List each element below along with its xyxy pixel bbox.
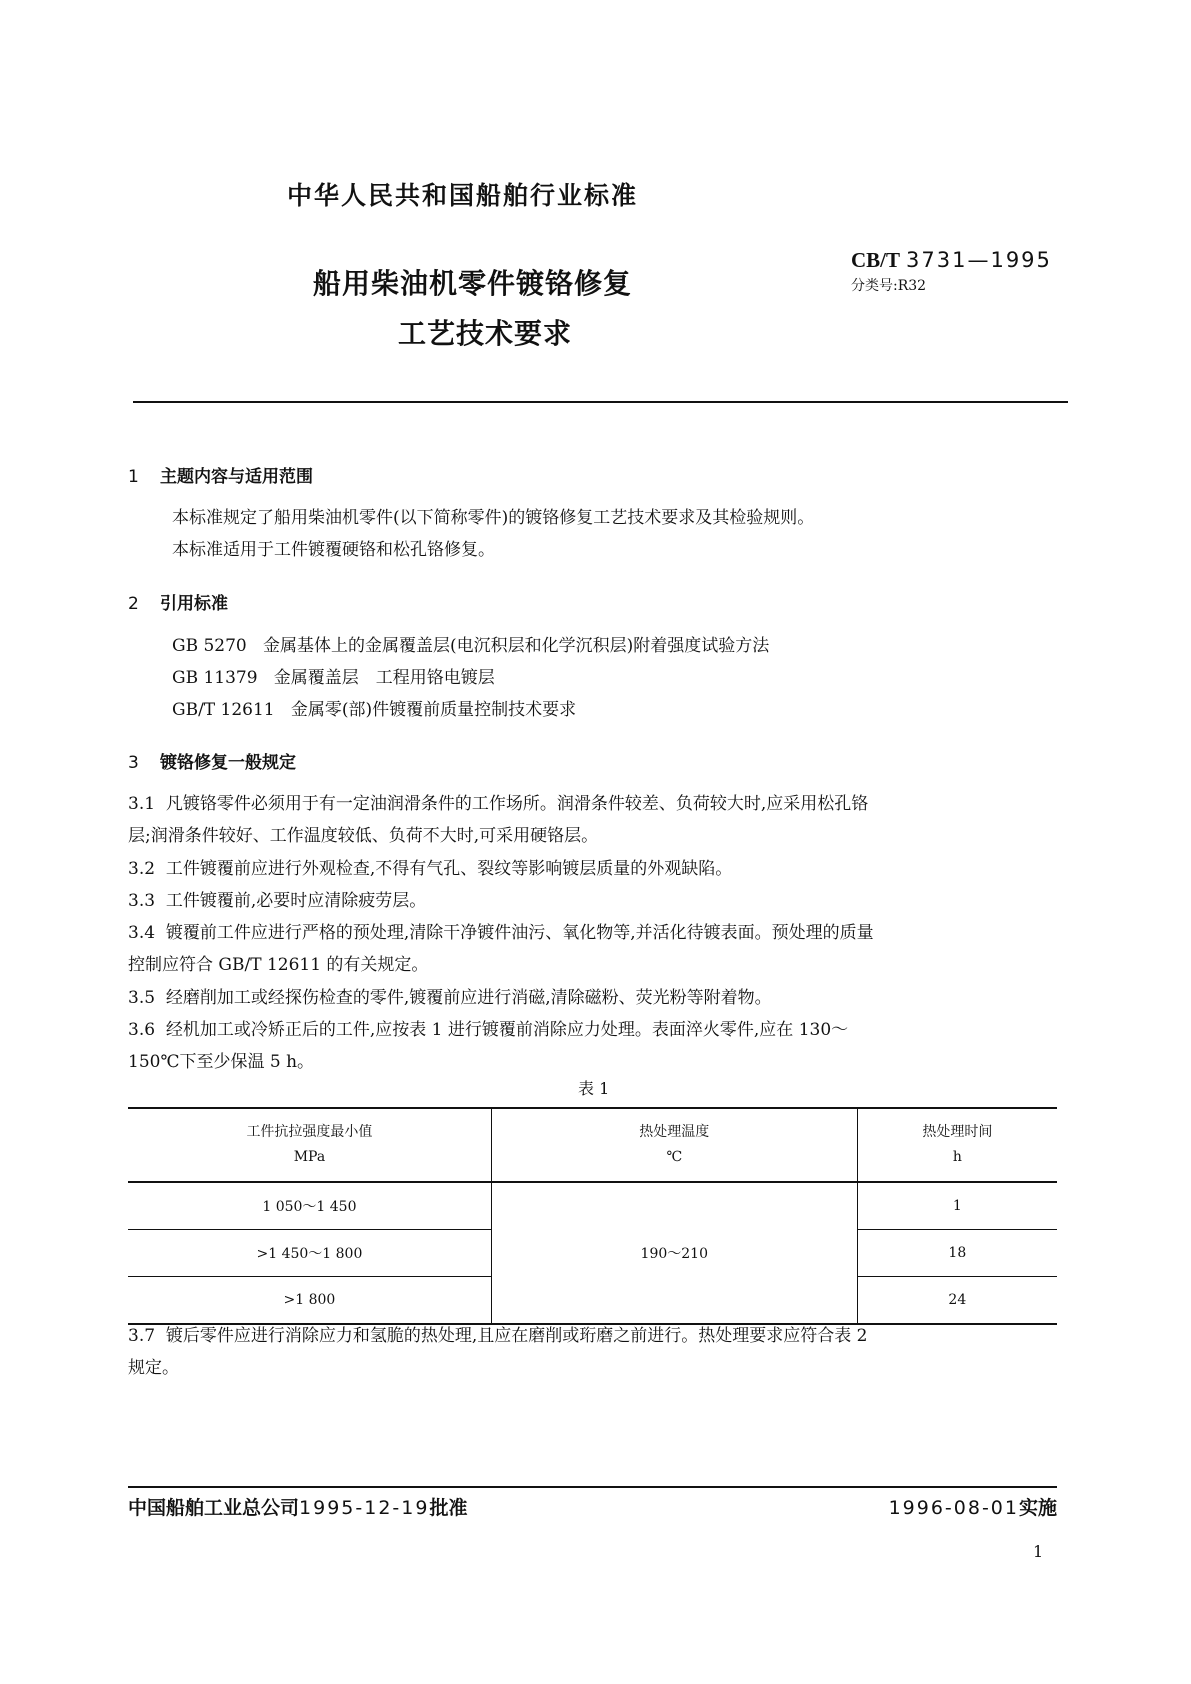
col-header-strength: 工件抗拉强度最小值 MPa: [128, 1108, 491, 1182]
approver: 中国船舶工业总公司: [128, 1497, 300, 1519]
standard-number: 3731—1995: [906, 248, 1052, 272]
clause-3-1: 3.1 凡镀铬零件必须用于有一定油润滑条件的工作场所。润滑条件较差、负荷较大时,应采用松孔铬 层;润滑条件较好、工作温度较低、负荷不大时,可采用硬铬层。: [128, 794, 869, 846]
doc-title-line2: 工艺技术要求: [398, 317, 573, 350]
table-1: [128, 1107, 1057, 1325]
cell-temperature: 190～210: [491, 1182, 857, 1324]
col-header-time: 热处理时间 h: [857, 1108, 1057, 1182]
approval-line: 中国船舶工业总公司1995-12-19批准: [128, 1497, 468, 1519]
org-title: 中华人民共和国船舶行业标准: [287, 181, 639, 210]
table-1-caption: 表 1: [578, 1079, 610, 1098]
section-1-paragraph-1: 本标准规定了船用柴油机零件(以下简称零件)的镀铬修复工艺技术要求及其检验规则。: [172, 508, 815, 528]
reference-item: GB/T 12611 金属零(部)件镀覆前质量控制技术要求: [172, 700, 577, 720]
cell-time: 1: [857, 1182, 1057, 1230]
table-row: [128, 1182, 1057, 1230]
cell-time: 18: [857, 1230, 1057, 1277]
clause-3-4: 3.4 镀覆前工件应进行严格的预处理,清除干净镀件油污、氧化物等,并活化待镀表面。预处理的质量 控制应符合 GB/T 12611 的有关规定。: [128, 923, 874, 975]
table-header-row: [128, 1108, 1057, 1182]
reference-item: GB 11379 金属覆盖层 工程用铬电镀层: [172, 668, 495, 688]
col-header-temperature: 热处理温度 ℃: [491, 1108, 857, 1182]
header-rule: [133, 401, 1068, 403]
section-2-heading: 2 引用标准: [128, 594, 228, 614]
standard-code: [851, 248, 1052, 273]
clause-3-3: 3.3 工件镀覆前,必要时应清除疲劳层。: [128, 891, 427, 911]
section-1-heading: 1 主题内容与适用范围: [128, 467, 313, 487]
section-1-paragraph-2: 本标准适用于工件镀覆硬铬和松孔铬修复。: [172, 540, 495, 560]
effective-date: 1996-08-01: [888, 1497, 1019, 1519]
cell-strength: 1 050～1 450: [128, 1182, 491, 1230]
classification-number: 分类号:R32: [851, 278, 927, 294]
cell-strength: >1 450～1 800: [128, 1230, 491, 1277]
cell-strength: >1 800: [128, 1277, 491, 1325]
reference-item: GB 5270 金属基体上的金属覆盖层(电沉积层和化学沉积层)附着强度试验方法: [172, 636, 770, 656]
doc-title-line1: 船用柴油机零件镀铬修复: [313, 267, 633, 300]
standard-prefix: CB/T: [851, 248, 901, 272]
page-number: 1: [1033, 1542, 1044, 1561]
cell-time: 24: [857, 1277, 1057, 1325]
clause-3-5: 3.5 经磨削加工或经探伤检查的零件,镀覆前应进行消磁,清除磁粉、荧光粉等附着物。: [128, 988, 772, 1008]
clause-3-2: 3.2 工件镀覆前应进行外观检查,不得有气孔、裂纹等影响镀层质量的外观缺陷。: [128, 859, 733, 879]
section-3-heading: 3 镀铬修复一般规定: [128, 753, 296, 773]
clause-3-7: 3.7 镀后零件应进行消除应力和氢脆的热处理,且应在磨削或珩磨之前进行。热处理要求应符合表 2 规定。: [128, 1326, 868, 1378]
effective-line: 1996-08-01实施: [888, 1497, 1057, 1519]
approval-date: 1995-12-19: [299, 1497, 430, 1519]
clause-3-6: 3.6 经机加工或冷矫正后的工件,应按表 1 进行镀覆前消除应力处理。表面淬火零件,应在 130～ 150℃下至少保温 5 h。: [128, 1020, 849, 1072]
footer-rule: [128, 1486, 1057, 1488]
